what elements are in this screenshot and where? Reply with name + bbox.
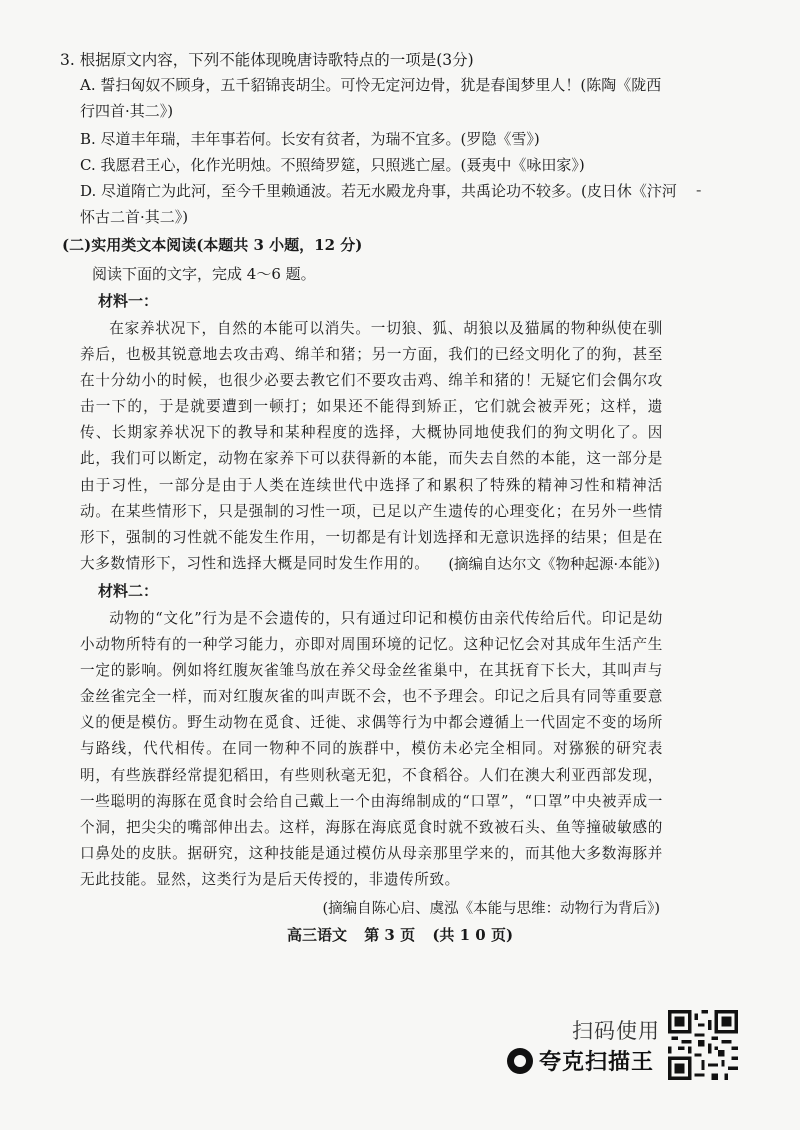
section-2-instruction: 阅读下面的文字，完成 4～6 题。: [92, 265, 316, 283]
option-a-line1: A. 誓扫匈奴不顾身，五千貂锦丧胡尘。可怜无定河边骨，犹是春闺梦里人！(陈陶《陇西: [80, 76, 662, 94]
option-b: [80, 126, 680, 152]
section-2-title: (二)实用类文本阅读(本题共 3 小题，12 分): [62, 236, 363, 254]
option-d-line1: D. 尽道隋亡为此河，至今千里赖通波。若无水殿龙舟事，共禹论功不较多。(皮日休《汴河: [80, 182, 677, 200]
page-footer: [0, 924, 800, 945]
scanner-logo-icon: [507, 1048, 533, 1074]
question-3-stem: 3. 根据原文内容，下列不能体现晚唐诗歌特点的一项是(3分): [60, 51, 474, 69]
watermark-brand: 夸克扫描王: [539, 1050, 655, 1075]
qr-code-icon[interactable]: [668, 1010, 738, 1080]
material-2-text: 动物的“文化”行为是不会遗传的，只有通过印记和模仿由亲代传给后代。印记是幼小动物所特有的一种学习能力，亦即对周围环境的记忆。这种记忆会对其成年生活产生一定的影响。例如将红腹灰雀雏鸟放在养父母金丝雀巢中，在其抚育下长大，其叫声与金丝雀完全一样，而对红腹灰雀的叫声既不会，也不予理会。印记之后具有同等重要意义的便是模仿。野生动物在觅食、迁徙、求偶等行为中都会遵循上一代固定不变的场所与路线，代代相传。在同一物种不同的族群中，模仿未必完全相同。对猕猴的研究表明，有些族群经常提犯稻田，有些则秋毫无犯，不食稻谷。人们在澳大利亚西部发现，一些聪明的海豚在觅食时会给自己戴上一个由海绵制成的“口罩”，“口罩”中央被弄成一个洞，把尖尖的嘴部伸出去。这样，海豚在海底觅食时就不致被石头、鱼等撞破敏感的口鼻处的皮肤。据研究，这种技能是通过模仿从母亲那里学来的，而其他大多数海豚并无此技能。显然，这类行为是后天传授的，非遗传所致。: [80, 610, 663, 888]
option-c-line1: C. 我愿君王心，化作光明烛。不照绮罗筵，只照逃亡屋。(聂夷中《咏田家》): [80, 156, 585, 174]
footer-page: 第 3 页: [364, 926, 416, 944]
material-1-text: 在家养状况下，自然的本能可以消失。一切狼、狐、胡狼以及猫属的物种纵使在驯养后，也极其锐意地去攻击鸡、绵羊和猪；另一方面，我们的已经文明化了的狗，甚至在十分幼小的时候，也很少必要去教它们不要攻击鸡、绵羊和猪的！无疑它们会偶尔攻击一下的，于是就要遭到一顿打；如果还不能得到矫正，它们就会被弄死；这样，遗传、长期家养状况下的教导和某种程度的选择，大概协同地使我们的狗文明化了。因此，我们可以断定，动物在家养下可以获得新的本能，而失去自然的本能，这一部分是由于习性，一部分是由于人类在连续世代中选择了和累积了特殊的精神习性和精神活动。在某些情形下，只是强制的习性一项，已足以产生遗传的心理变化；在另外一些情形下，强制的习性就不能发生作用，一切都是有计划选择和无意识选择的结果；但是在大多数情形下，习性和选择大概是同时发生作用的。: [80, 320, 663, 572]
material-1-source: (摘编自达尔文《物种起源·本能》): [448, 557, 660, 573]
footer-total: (共 1 0 页): [432, 926, 514, 944]
option-b-line1: B. 尽道丰年瑞，丰年事若何。长安有贫者，为瑞不宜多。(罗隐《雪》): [80, 130, 540, 148]
watermark-scan-text: 扫码使用: [572, 1019, 660, 1043]
material-2-source: (摘编自陈心启、虞泓《本能与思维：动物行为背后》): [322, 901, 660, 917]
watermark-logo: [507, 1045, 654, 1076]
option-d: [80, 178, 680, 230]
option-d-line2: 怀古二首·其二》): [80, 208, 189, 226]
scan-mark: -: [696, 180, 702, 199]
material-2-heading: 材料二：: [98, 582, 159, 600]
option-a-line2: 行四首·其二》): [80, 102, 174, 120]
footer-subject: 高三语文: [286, 926, 347, 944]
option-a: [80, 72, 680, 124]
material-1-heading: 材料一：: [98, 292, 159, 310]
option-c: [80, 152, 680, 178]
